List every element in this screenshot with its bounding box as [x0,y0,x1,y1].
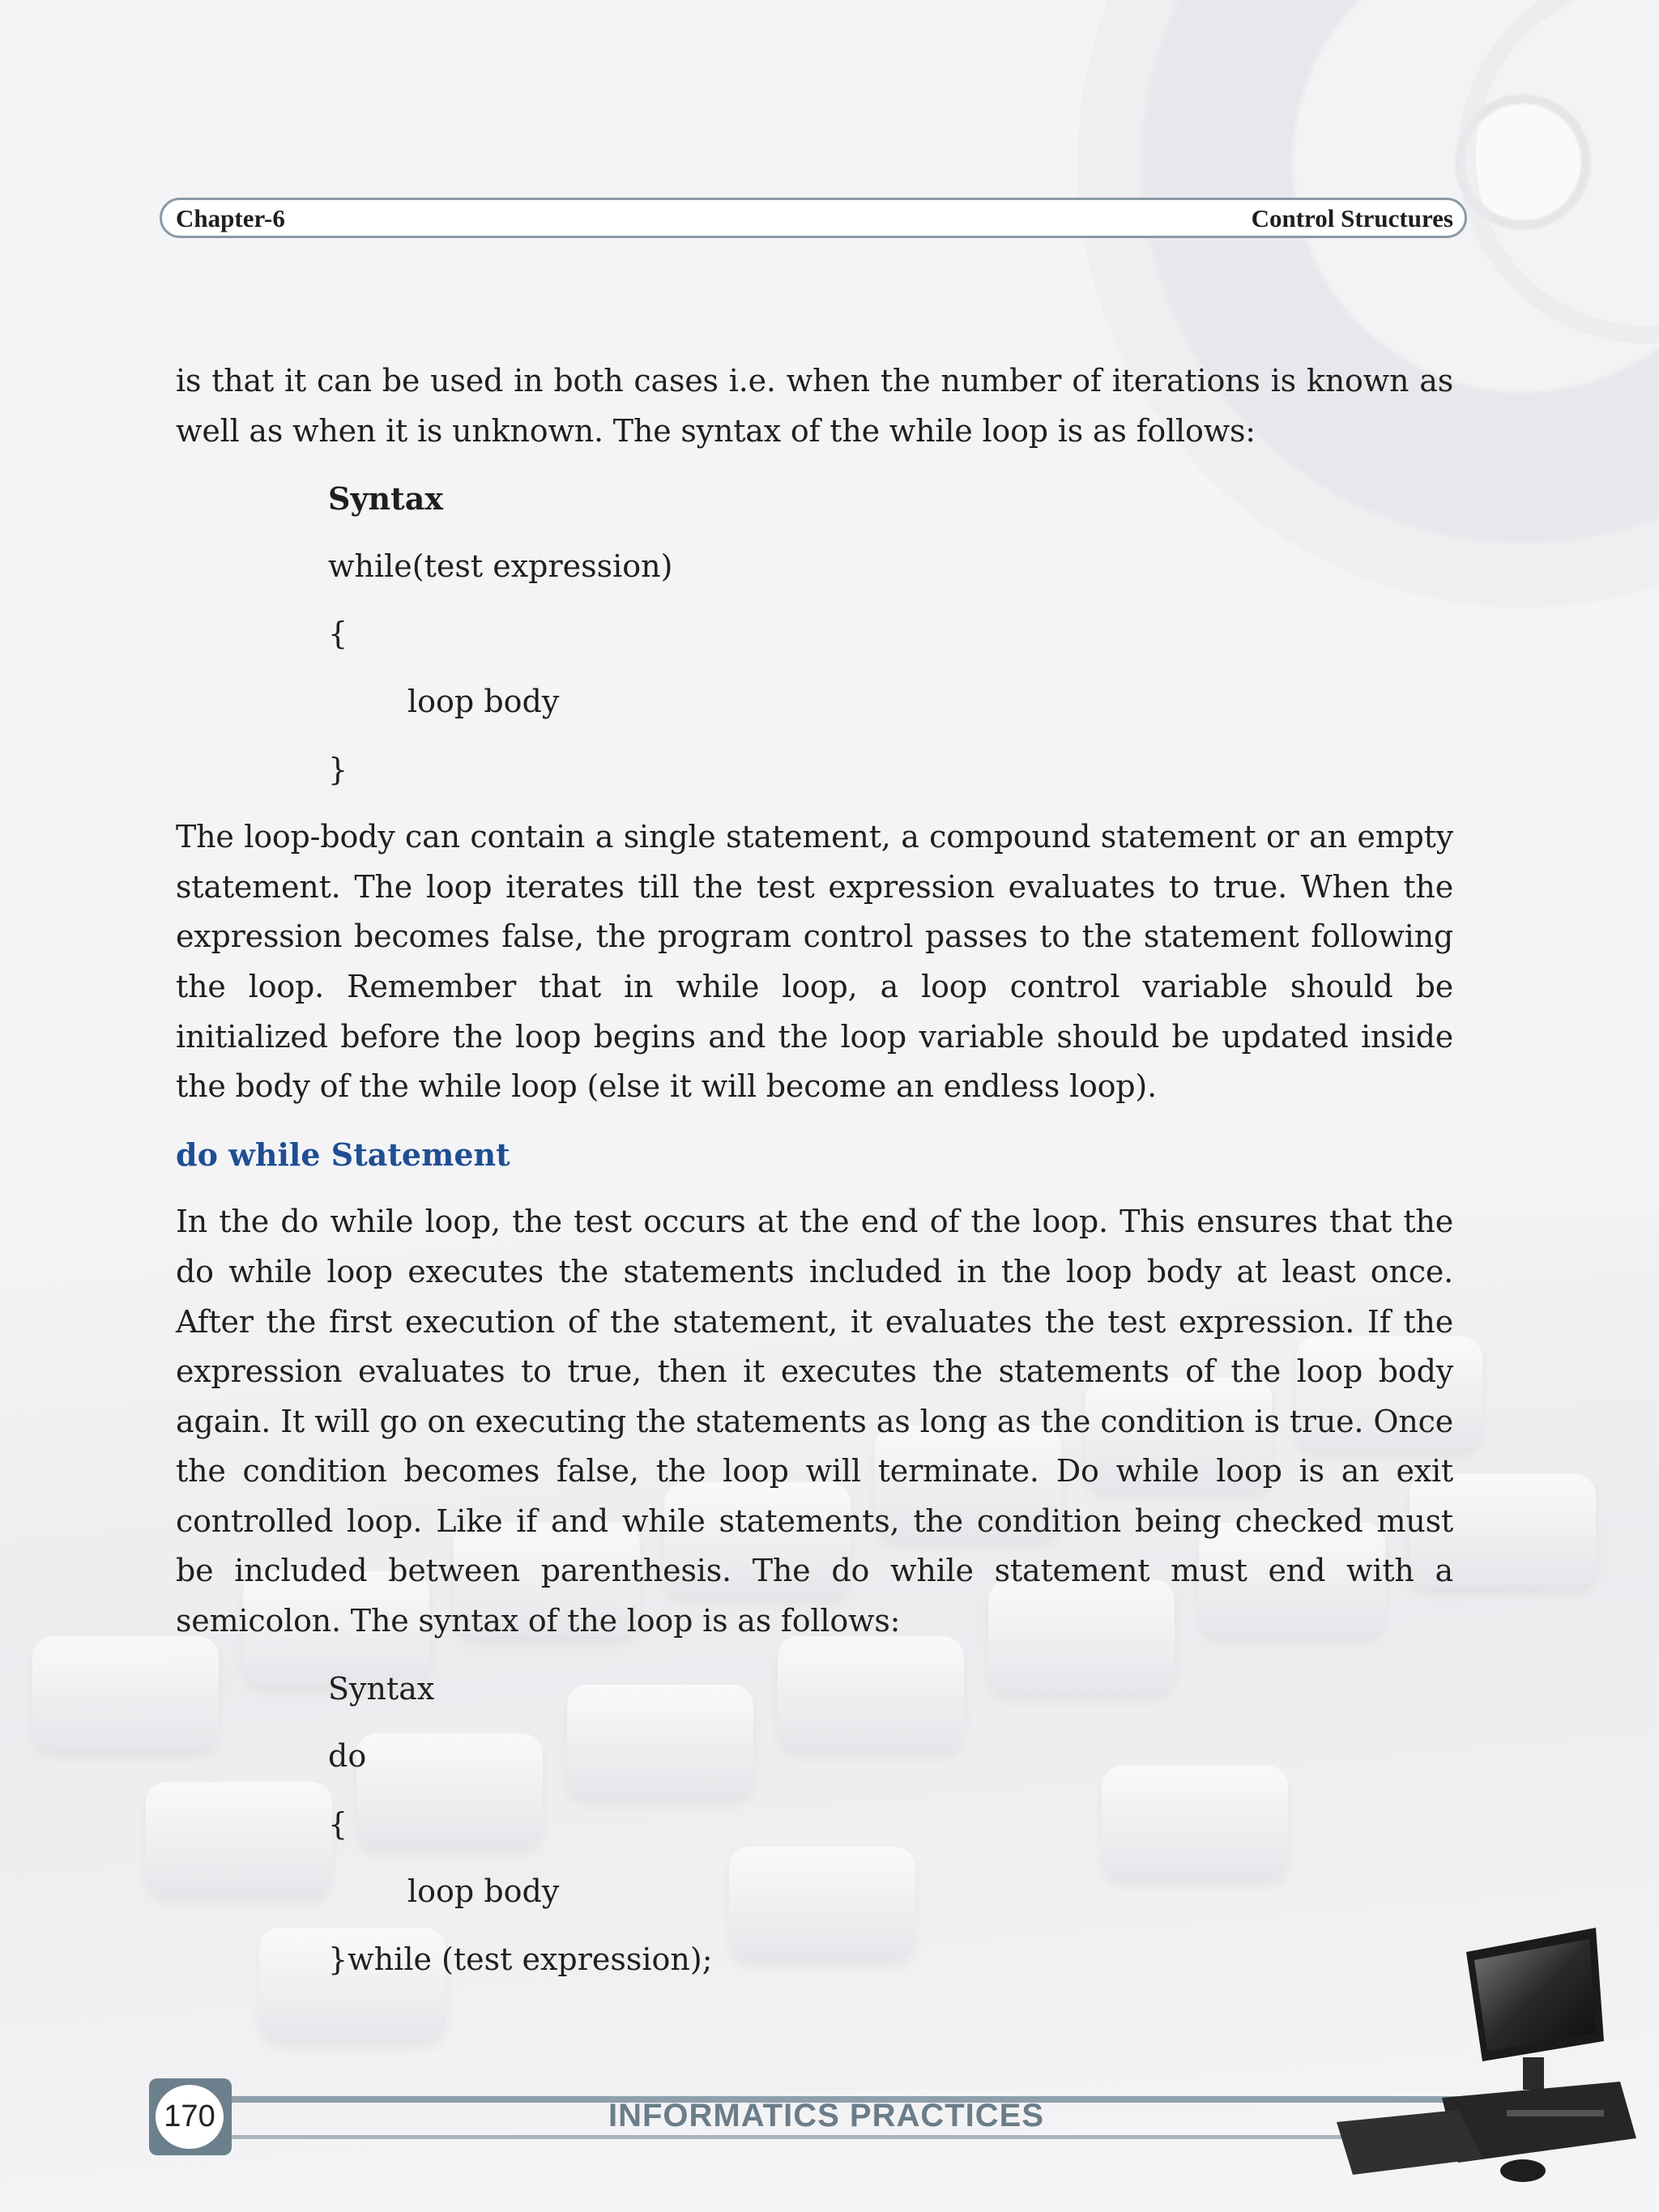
code-line: { [328,1805,348,1842]
do-while-paragraph: In the do while loop, the test occurs at the end of the loop. This ensures that the do while loop executes the statements included in the loop body at least once. After the first execution of the statement, it evaluates the test expression. If the expression evaluates to true, then it executes the statements of the loop body again. It will go on executing the statements as long as the condition is true. Once the condition becomes false, the loop will terminate. Do while loop is an exit controlled loop. Like if and while statements, the condition being checked must be included between parenthesis. The do while statement must end with a semicolon. The syntax of the loop is as follows: [176,1204,1453,1639]
mouse-device [1500,2159,1546,2182]
keyboard-device [1337,2110,1482,2175]
drive-bay [1507,2110,1604,2116]
book-title: INFORMATICS PRACTICES [608,2098,1045,2133]
code-line: { [328,616,348,652]
code-line: loop body [407,683,560,719]
code-line: }while (test expression); [328,1941,713,1978]
do-while-heading: do while Statement [176,1136,510,1173]
code-line: do [328,1738,367,1775]
monitor-stand [1523,2057,1544,2090]
footer-rule [203,2135,1434,2139]
code-line: while(test expression) [328,548,673,584]
intro-paragraph: is that it can be used in both cases i.e. when the number of iterations is known as well as when it is unknown. The syntax of the while loop is as follows: [176,363,1453,449]
syntax-label: Syntax [328,1670,435,1707]
syntax-label: Syntax [328,480,443,518]
page-number: 170 [156,2085,224,2149]
while-loop-paragraph: The loop-body can contain a single statement, a compound statement or an empty statement. The loop iterates till the test expression evaluates to true. When the expression becomes false, the program control passes to the statement following the loop. Remember that in while loop, a loop control variable should be initialized before the loop begins and the loop variable should be updated inside the body of the while loop (else it will become an endless loop). [176,819,1453,1105]
code-line: loop body [407,1873,560,1910]
page-content [176,356,1453,1985]
chapter-label: Chapter-6 [176,204,285,232]
section-title: Control Structures [1251,204,1453,232]
desktop-computer-icon [1320,1928,1644,2187]
code-line: } [328,751,348,787]
